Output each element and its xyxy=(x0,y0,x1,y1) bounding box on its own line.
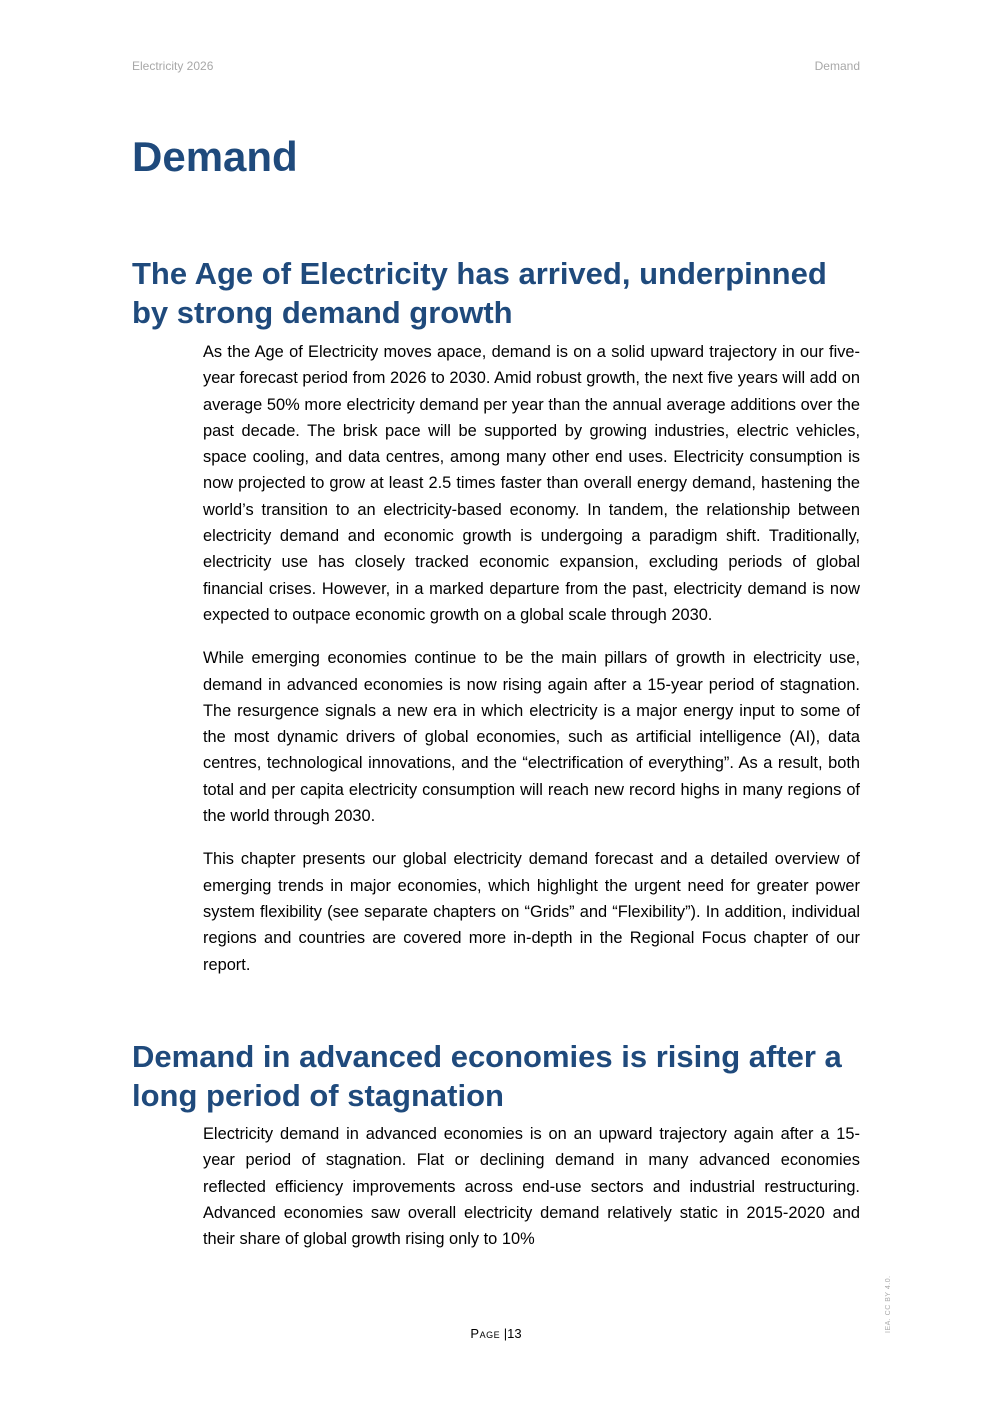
report-title: Electricity 2026 xyxy=(132,59,214,73)
chapter-name: Demand xyxy=(814,59,860,73)
section-heading-advanced-economies: Demand in advanced economies is rising after a long period of stagnation xyxy=(132,1039,842,1113)
paragraph: This chapter presents our global electricity demand forecast and a detailed overview of emerging trends in major economies, which highlight the urgent need for greater power system flexibility (see separate chapters on “Grids” and “Flexibility”). In addition, individual regions and countries are covered more in-depth in the Regional Focus chapter of our report. xyxy=(203,850,860,974)
paragraph: As the Age of Electricity moves apace, demand is on a solid upward trajectory in our five-year forecast period from 2026 to 2030. Amid robust growth, the next five years will add on average 50% more electricity demand per year than the annual average additions over the past decade. The brisk pace will be supported by growing industries, electric vehicles, space cooling, and data centres, among many other end uses. Electricity consumption is now projected to grow at least 2.5 times faster than overall energy demand, hastening the world’s transition to an electricity-based economy. In tandem, the relationship between electricity demand and economic growth is undergoing a paradigm shift. Traditionally, electricity use has closely tracked economic expansion, excluding periods of global financial crises. However, in a marked departure from the past, electricity demand is now expected to outpace economic growth on a global scale through 2030. xyxy=(203,343,860,624)
page-label: Page xyxy=(470,1326,501,1341)
section-heading-age-of-electricity: The Age of Electricity has arrived, underpinned by strong demand growth xyxy=(132,256,827,330)
section-body-age-of-electricity xyxy=(203,339,860,995)
chapter-title: Demand xyxy=(132,133,298,180)
paragraph: While emerging economies continue to be the main pillars of growth in electricity use, demand in advanced economies is now rising again after a 15-year period of stagnation. The resurgence signals a new era in which electricity is a major energy input to some of the most dynamic drivers of global economies, such as artificial intelligence (AI), data centres, technological innovations, and the “electrification of everything”. As a result, both total and per capita electricity consumption will reach new record highs in many regions of the world through 2030. xyxy=(203,649,860,826)
license-note: IEA. CC BY 4.0. xyxy=(885,1275,892,1333)
page-separator: | xyxy=(503,1326,508,1341)
page-number: 13 xyxy=(507,1326,522,1341)
page-footer xyxy=(0,1326,992,1341)
running-header xyxy=(132,59,860,75)
paragraph: Electricity demand in advanced economies is on an upward trajectory again after a 15-year period of stagnation. Flat or declining demand in many advanced economies reflected efficiency improvements across end-use sectors and industrial restructuring. Advanced economies saw overall electricity demand relatively static in 2015-2020 and their share of global growth rising only to 10% xyxy=(203,1125,860,1249)
section-body-advanced-economies xyxy=(203,1121,860,1251)
